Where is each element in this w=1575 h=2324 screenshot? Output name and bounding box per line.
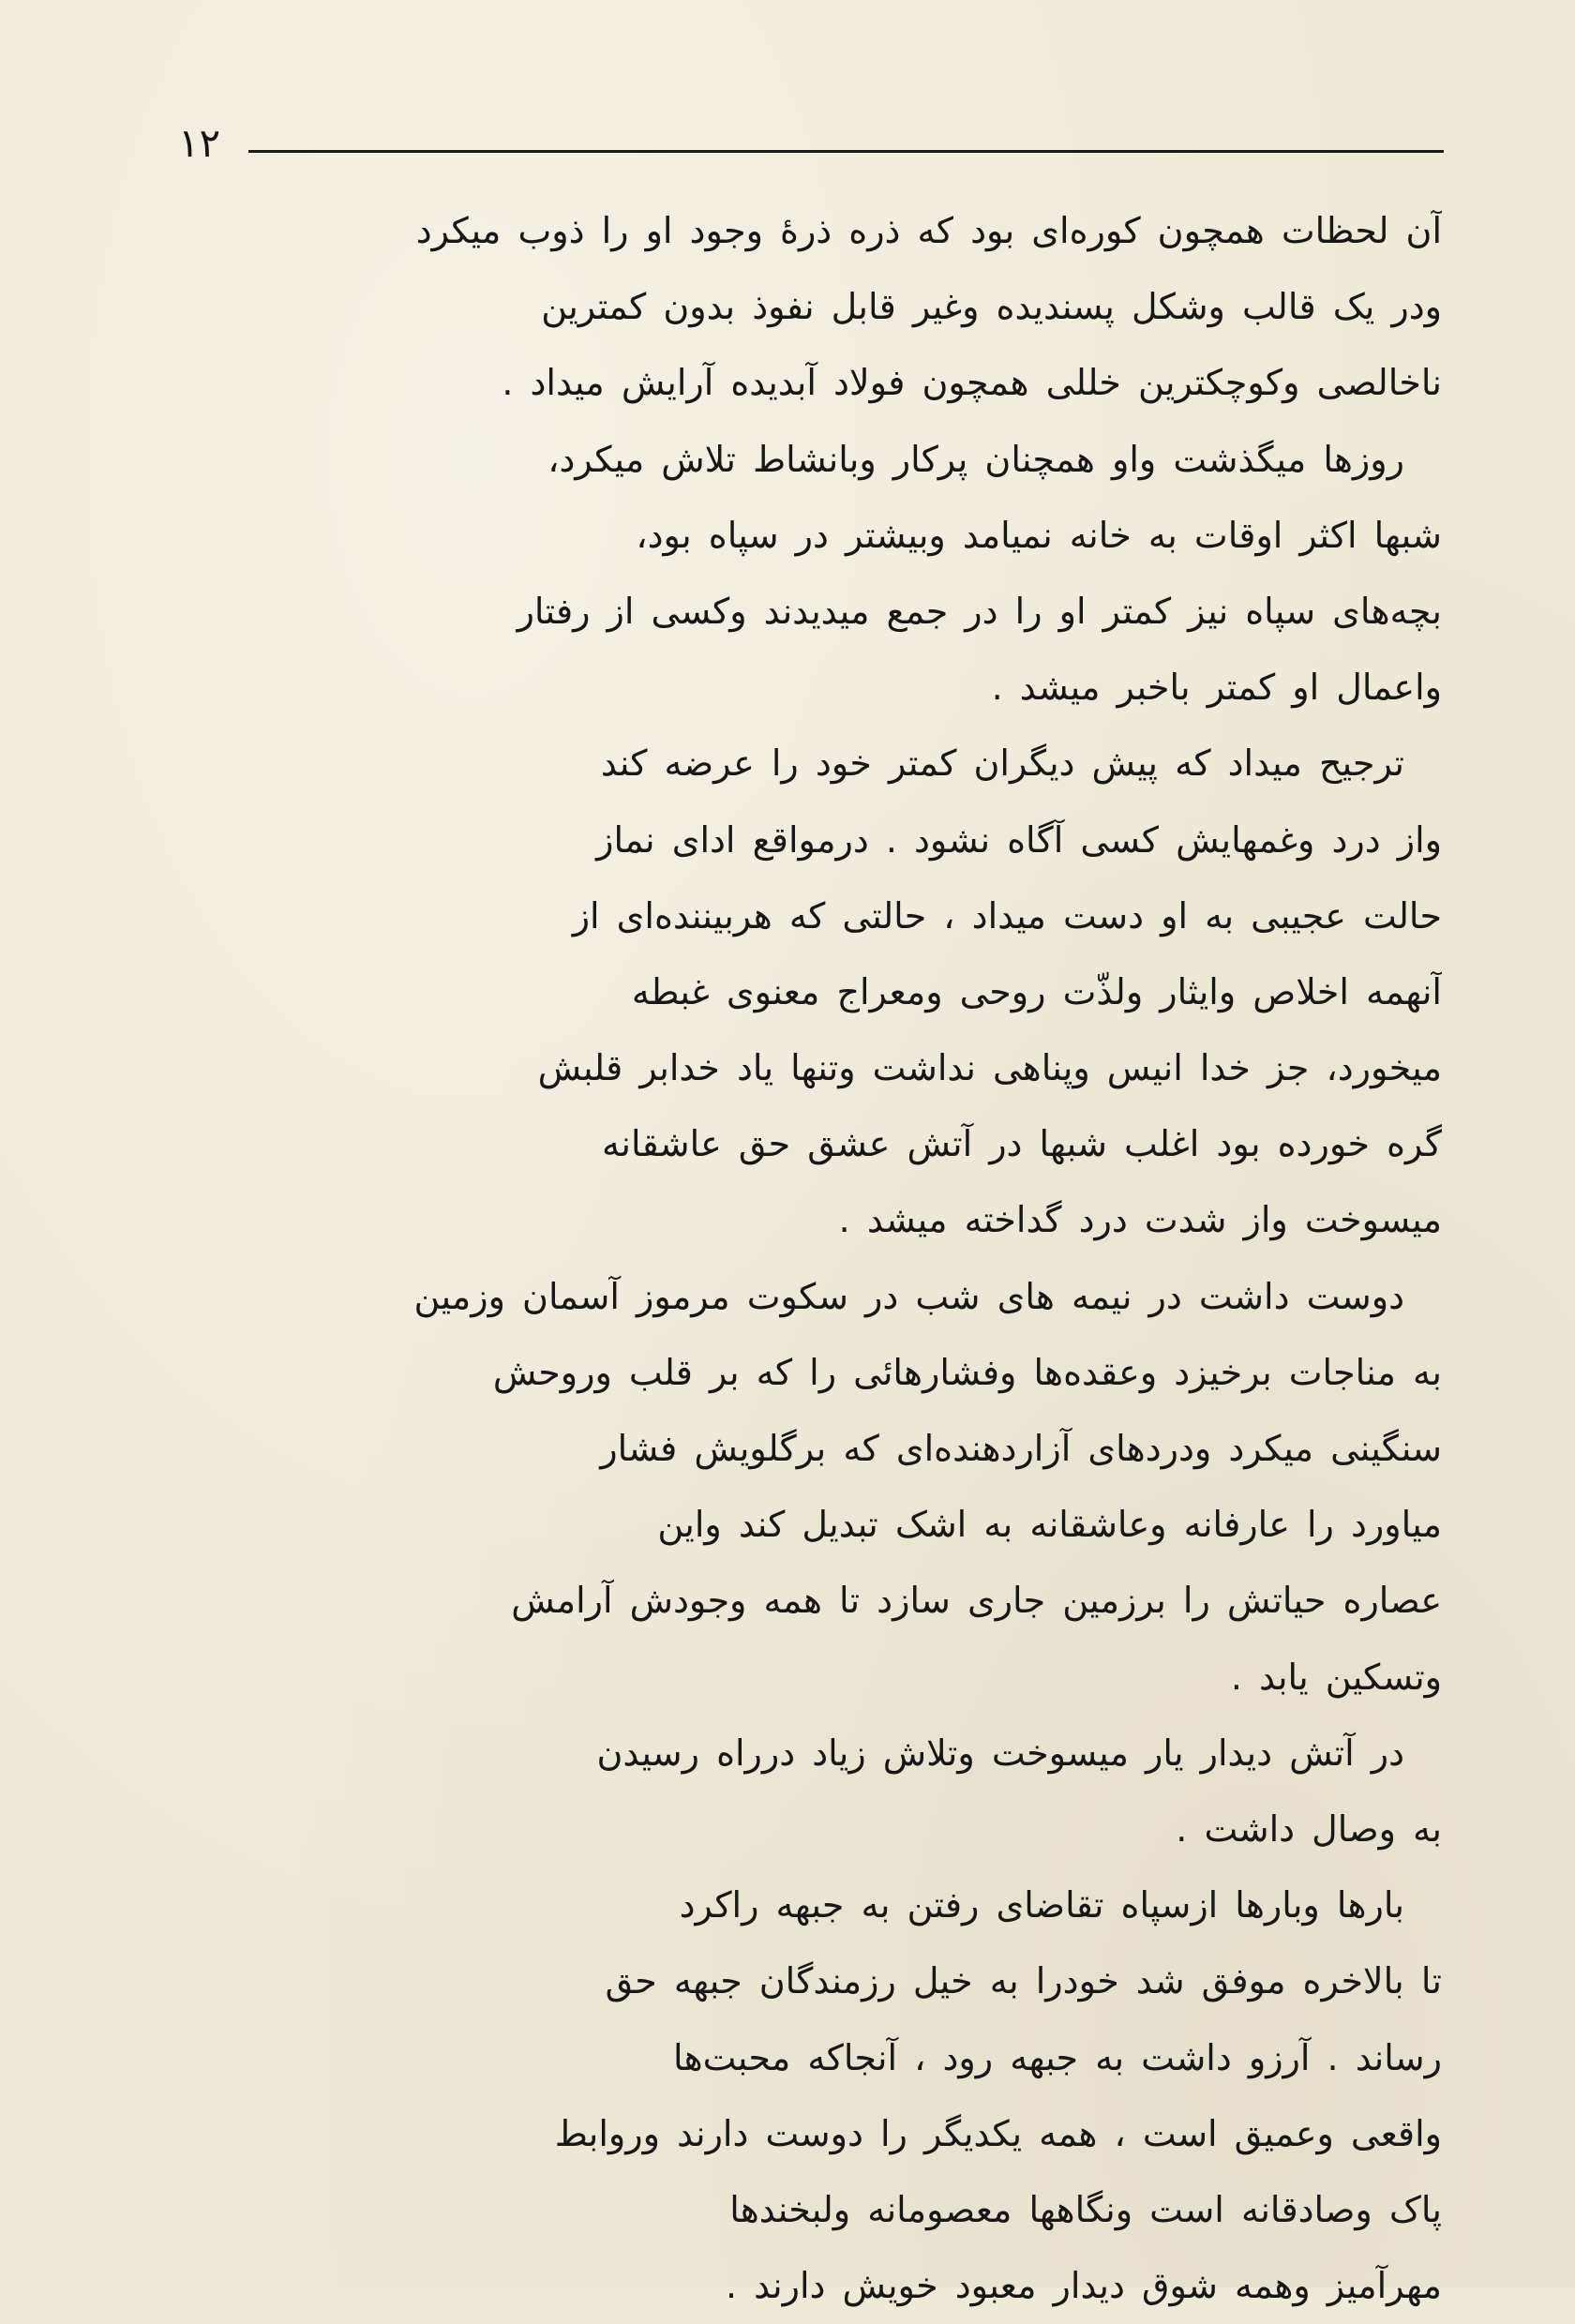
text-line: پاک وصادقانه است ونگاهها معصومانه ولبخندها [729, 2188, 1442, 2230]
text-line: دوست داشت در نیمه های شب در سکوت مرموز آسمان وزمین [413, 1275, 1404, 1317]
text-line: میخورد، جز خدا انیس وپناهی نداشت وتنها یاد خدابر قلبش [537, 1047, 1442, 1089]
text-line: گره خورده بود اغلب شبها در آتش عشق حق عاشقانه [602, 1123, 1442, 1165]
text-line: میاورد را عارفانه وعاشقانه به اشک تبدیل کند واین [657, 1504, 1442, 1546]
text-line: به مناجات برخیزد وعقده‌ها وفشارهائی را که بر قلب وروحش [492, 1351, 1442, 1393]
body-text [105, 193, 1442, 2324]
text-line: در آتش دیدار یار میسوخت وتلاش زیاد درراه رسیدن [596, 1732, 1404, 1774]
page-header [169, 120, 1444, 176]
text-line: واقعی وعمیق است ، همه یکدیگر را دوست دارند وروابط [554, 2112, 1442, 2154]
text-line: وتسکین یابد . [1230, 1656, 1442, 1698]
text-line: ودر یک قالب وشکل پسندیده وغیر قابل نفوذ بدون کمترین [541, 286, 1442, 328]
page-number: ۱۲ [178, 120, 221, 166]
text-line: آن لحظات همچون کوره‌ای بود که ذره ذرهٔ وجود او را ذوب میکرد [415, 210, 1442, 251]
text-line: ناخالصی وکوچکترین خللی همچون فولاد آبدیده آرایش میداد . [502, 362, 1442, 404]
text-line: روزها میگذشت واو همچنان پرکار وبانشاط تلاش میکرد، [548, 438, 1404, 480]
header-rule [248, 150, 1444, 153]
text-line: مهرآمیز وهمه شوق دیدار معبود خویش دارند . [725, 2265, 1442, 2307]
text-line: آنهمه اخلاص وایثار ولذّت روحی ومعراج معنوی غبطه [631, 970, 1442, 1012]
text-line: میسوخت واز شدت درد گداخته میشد . [838, 1199, 1442, 1241]
text-line: واز درد وغمهایش کسی آگاه نشود . درمواقع ادای نماز [596, 818, 1442, 861]
text-line: ترجیح میداد که پیش دیگران کمتر خود را عرضه کند [600, 742, 1404, 785]
text-line: حالت عجیبی به او دست میداد ، حالتی که هربیننده‌ای از [572, 894, 1442, 937]
text-line: رساند . آرزو داشت به جبهه رود ، آنجاکه محبت‌ها [673, 2036, 1442, 2078]
text-line: سنگینی میکرد ودردهای آزاردهنده‌ای که برگلویش فشار [600, 1428, 1442, 1469]
text-line: شبها اکثر اوقات به خانه نمیامد وبیشتر در سپاه بود، [636, 514, 1442, 556]
text-line: بچه‌های سپاه نیز کمتر او را در جمع میدیدند وکسی از رفتار [517, 590, 1442, 632]
text-line: بارها وبارها ازسپاه تقاضای رفتن به جبهه راکرد [679, 1884, 1404, 1927]
text-line: واعمال او کمتر باخبر میشد . [991, 667, 1442, 709]
text-line: تا بالاخره موفق شد خودرا به خیل رزمندگان جبهه حق [605, 1960, 1442, 2002]
text-line: عصاره حیاتش را برزمین جاری سازد تا همه وجودش آرامش [511, 1580, 1442, 1622]
text-line: به وصال داشت . [1176, 1807, 1442, 1850]
